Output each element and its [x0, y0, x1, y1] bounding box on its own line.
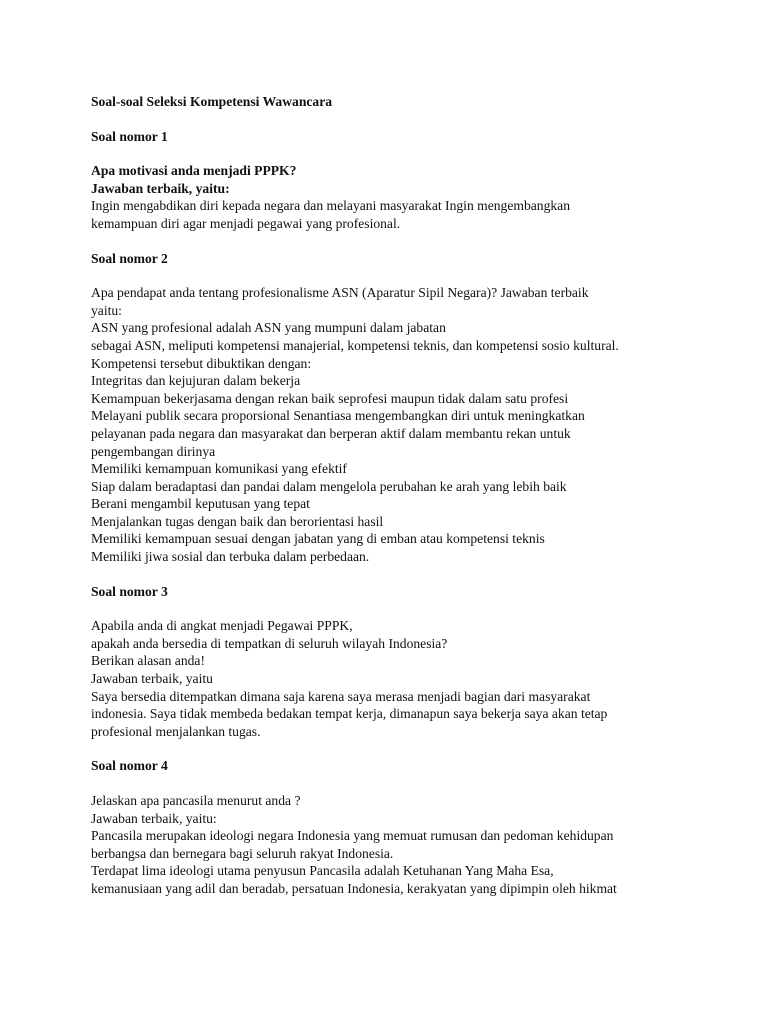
document-content: [91, 93, 691, 898]
section-heading: Soal nomor 4: [91, 758, 168, 774]
document-sections: [91, 128, 691, 898]
text-line: profesional menjalankan tugas.: [91, 723, 261, 739]
text-line: Saya bersedia ditempatkan dimana saja karena saya merasa menjadi bagian dari masyarakat: [91, 688, 591, 704]
text-line: Pancasila merupakan ideologi negara Indonesia yang memuat rumusan dan pedoman kehidupan: [91, 828, 614, 844]
text-line: sebagai ASN, meliputi kompetensi manajerial, kompetensi teknis, dan kompetensi sosio kultural.: [91, 337, 619, 353]
spacer: [91, 111, 691, 128]
text-line: berbangsa dan bernegara bagi seluruh rakyat Indonesia.: [91, 845, 394, 861]
section-heading: Soal nomor 2: [91, 250, 168, 266]
spacer: [91, 566, 691, 583]
text-line: Berikan alasan anda!: [91, 653, 205, 669]
text-line: kemampuan diri agar menjadi pegawai yang profesional.: [91, 215, 401, 231]
text-line: Apa motivasi anda menjadi PPPK?: [91, 163, 297, 179]
spacer: [91, 233, 691, 250]
section-heading: Soal nomor 3: [91, 583, 168, 599]
text-line: Menjalankan tugas dengan baik dan berorientasi hasil: [91, 513, 384, 529]
spacer: [91, 145, 691, 162]
text-line: Apa pendapat anda tentang profesionalisme ASN (Aparatur Sipil Negara)? Jawaban terbaik: [91, 285, 589, 301]
text-line: Memiliki jiwa sosial dan terbuka dalam perbedaan.: [91, 549, 370, 565]
text-line: indonesia. Saya tidak membeda bedakan tempat kerja, dimanapun saya bekerja saya akan tetap: [91, 706, 608, 722]
text-line: pelayanan pada negara dan masyarakat dan berperan aktif dalam membantu rekan untuk: [91, 425, 571, 441]
text-line: Memiliki kemampuan komunikasi yang efektif: [91, 461, 347, 477]
text-line: apakah anda bersedia di tempatkan di seluruh wilayah Indonesia?: [91, 635, 448, 651]
text-line: Jawaban terbaik, yaitu:: [91, 810, 217, 826]
text-line: Ingin mengabdikan diri kepada negara dan melayani masyarakat Ingin mengembangkan: [91, 198, 571, 214]
text-line: ASN yang profesional adalah ASN yang mumpuni dalam jabatan: [91, 320, 446, 336]
text-line: yaitu:: [91, 302, 122, 318]
section-heading: Soal nomor 1: [91, 128, 168, 144]
text-line: Memiliki kemampuan sesuai dengan jabatan yang di emban atau kompetensi teknis: [91, 531, 545, 547]
spacer: [91, 740, 691, 757]
text-line: Siap dalam beradaptasi dan pandai dalam mengelola perubahan ke arah yang lebih baik: [91, 478, 567, 494]
text-line: Berani mengambil keputusan yang tepat: [91, 496, 310, 512]
text-line: Jelaskan apa pancasila menurut anda ?: [91, 793, 301, 808]
text-line: Kompetensi tersebut dibuktikan dengan:: [91, 355, 312, 371]
spacer: [91, 267, 691, 284]
text-line: Melayani publik secara proporsional Senantiasa mengembangkan diri untuk meningkatkan: [91, 408, 585, 424]
text-line: Terdapat lima ideologi utama penyusun Pancasila adalah Ketuhanan Yang Maha Esa,: [91, 863, 554, 879]
text-line: Apabila anda di angkat menjadi Pegawai PPPK,: [91, 618, 353, 634]
text-line: Kemampuan bekerjasama dengan rekan baik seprofesi maupun tidak dalam satu profesi: [91, 390, 569, 406]
document-title: Soal-soal Seleksi Kompetensi Wawancara: [91, 94, 333, 109]
text-line: Jawaban terbaik, yaitu: [91, 671, 213, 687]
text-line: Jawaban terbaik, yaitu:: [91, 180, 230, 196]
text-line: kemanusiaan yang adil dan beradab, persatuan Indonesia, kerakyatan yang dipimpin oleh hikmat: [91, 880, 617, 896]
spacer: [91, 600, 691, 617]
text-line: Integritas dan kejujuran dalam bekerja: [91, 373, 301, 389]
spacer: [91, 775, 691, 792]
text-line: pengembangan dirinya: [91, 443, 216, 459]
